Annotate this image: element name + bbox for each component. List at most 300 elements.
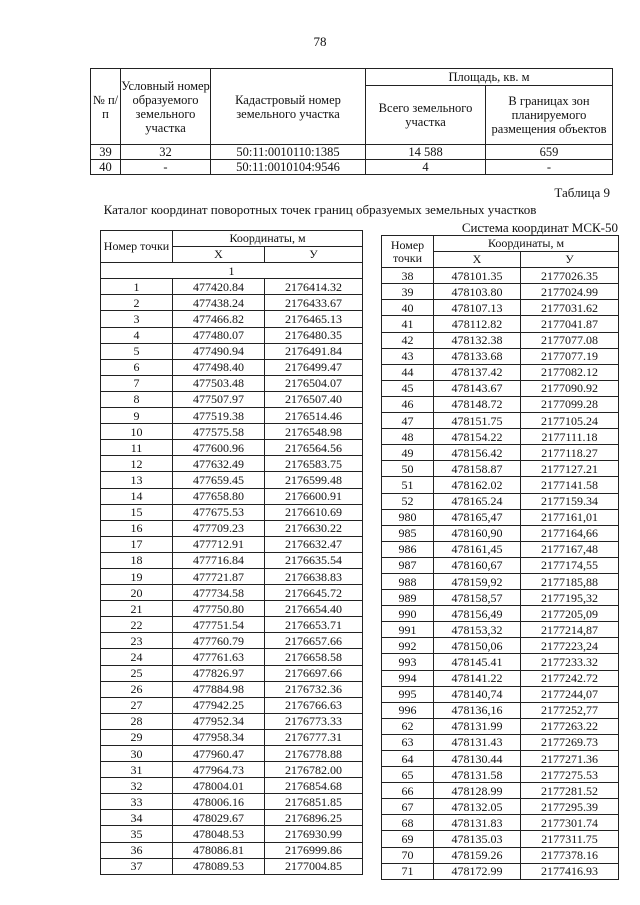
cell-x: 477498.40: [173, 359, 265, 375]
cell-y: 2177031.62: [521, 300, 619, 316]
table-row: [382, 702, 619, 718]
cell-x: 478137.42: [434, 364, 521, 380]
cell-point-number: 26: [101, 681, 173, 697]
cell-total: 14 588: [366, 145, 486, 160]
cell-point-number: 24: [101, 649, 173, 665]
cell-y: 2176635.54: [265, 552, 363, 568]
cell-point-number: 34: [101, 810, 173, 826]
table-row: [382, 734, 619, 750]
cell-x: 477632.49: [173, 456, 265, 472]
cell-y: 2177205,09: [521, 606, 619, 622]
cell-num: 39: [91, 145, 121, 160]
table-row: [101, 697, 363, 713]
table-row: [101, 810, 363, 826]
cell-point-number: 21: [101, 601, 173, 617]
cell-x: 477734.58: [173, 585, 265, 601]
table-row: [382, 718, 619, 734]
cell-x: 477438.24: [173, 295, 265, 311]
cell-point-number: 1: [101, 279, 173, 295]
cell-point-number: 47: [382, 413, 434, 429]
cell-point-number: 30: [101, 746, 173, 762]
cell-x: 478141.22: [434, 670, 521, 686]
cell-x: 477519.38: [173, 408, 265, 424]
cell-point-number: 40: [382, 300, 434, 316]
cell-y: 2176653.71: [265, 617, 363, 633]
cell-cadastral: 50:11:0010104:9546: [211, 160, 366, 175]
table-row: [382, 525, 619, 541]
cell-point-number: 993: [382, 654, 434, 670]
table-row: [101, 295, 363, 311]
cell-x: 478131.83: [434, 815, 521, 831]
catalog-title: Каталог координат поворотных точек границ образуемых земельных участков: [103, 202, 537, 217]
cell-y: 2176514.46: [265, 408, 363, 424]
header-area-group: Площадь, кв. м: [366, 69, 613, 86]
cell-point-number: 15: [101, 504, 173, 520]
cell-y: 2177185,88: [521, 573, 619, 589]
cell-x: 478162.02: [434, 477, 521, 493]
cell-point-number: 70: [382, 847, 434, 863]
table-row: [382, 847, 619, 863]
cell-point-number: 50: [382, 461, 434, 477]
table-row: [101, 617, 363, 633]
cell-x: 478131.58: [434, 767, 521, 783]
cell-x: 478148.72: [434, 396, 521, 412]
cell-point-number: 66: [382, 783, 434, 799]
table-row: [382, 316, 619, 332]
cell-y: 2177269.73: [521, 734, 619, 750]
table-row: [382, 670, 619, 686]
cell-point-number: 29: [101, 729, 173, 745]
cell-y: 2176782.00: [265, 762, 363, 778]
cell-x: 478006.16: [173, 794, 265, 810]
table-row: [101, 746, 363, 762]
cell-point-number: 67: [382, 799, 434, 815]
cell-num: 40: [91, 160, 121, 175]
cell-point-number: 989: [382, 590, 434, 606]
cell-y: 2176657.66: [265, 633, 363, 649]
cell-point-number: 3: [101, 311, 173, 327]
cell-x: 478153,32: [434, 622, 521, 638]
cell-point-number: 12: [101, 456, 173, 472]
cell-point-number: 985: [382, 525, 434, 541]
cell-x: 477480.07: [173, 327, 265, 343]
cell-y: 2176599.48: [265, 472, 363, 488]
table-row: [382, 815, 619, 831]
cell-point-number: 22: [101, 617, 173, 633]
cell-within: -: [486, 160, 613, 175]
cell-point-number: 990: [382, 606, 434, 622]
header-y: У: [521, 252, 619, 268]
cell-y: 2176630.22: [265, 520, 363, 536]
table-row: [101, 311, 363, 327]
cell-x: 477503.48: [173, 375, 265, 391]
cell-y: 2177416.93: [521, 863, 619, 879]
cell-y: 2176564.56: [265, 440, 363, 456]
cell-point-number: 44: [382, 364, 434, 380]
table-row: [382, 573, 619, 589]
cell-point-number: 62: [382, 718, 434, 734]
header-point-number: Номер точки: [101, 231, 173, 263]
cell-y: 2177223,24: [521, 638, 619, 654]
cell-point-number: 27: [101, 697, 173, 713]
table-row: [101, 327, 363, 343]
cell-y: 2177077.08: [521, 332, 619, 348]
cell-point-number: 5: [101, 343, 173, 359]
cell-point-number: 38: [382, 268, 434, 284]
cell-x: 478143.67: [434, 380, 521, 396]
cell-x: 478165,47: [434, 509, 521, 525]
table-row: [101, 665, 363, 681]
table-row: [101, 375, 363, 391]
cell-y: 2177167,48: [521, 541, 619, 557]
table-caption: Таблица 9: [554, 185, 610, 200]
cell-x: 478131.43: [434, 734, 521, 750]
cell-point-number: 13: [101, 472, 173, 488]
cell-x: 478160,67: [434, 557, 521, 573]
cell-point-number: 52: [382, 493, 434, 509]
cell-point-number: 992: [382, 638, 434, 654]
table-row: [382, 622, 619, 638]
table-row: [382, 557, 619, 573]
cell-point-number: 64: [382, 751, 434, 767]
page-number: 78: [313, 34, 327, 49]
cell-x: 477659.45: [173, 472, 265, 488]
cell-y: 2177127.21: [521, 461, 619, 477]
cell-x: 477750.80: [173, 601, 265, 617]
cell-point-number: 987: [382, 557, 434, 573]
header-total-area: Всего земельного участка: [366, 86, 486, 145]
table-row: [101, 504, 363, 520]
cell-x: 478156.42: [434, 445, 521, 461]
table-row: [382, 348, 619, 364]
table-row: [382, 380, 619, 396]
cell-x: 478135.03: [434, 831, 521, 847]
table-row: [101, 359, 363, 375]
cell-y: 2176465.13: [265, 311, 363, 327]
table-row: [382, 284, 619, 300]
coordinate-table-right: [381, 235, 619, 880]
cell-y: 2176548.98: [265, 424, 363, 440]
table-row: [101, 536, 363, 552]
cell-y: 2176638.83: [265, 568, 363, 584]
cell-x: 477490.94: [173, 343, 265, 359]
table-row: [101, 279, 363, 295]
table-row: [382, 783, 619, 799]
cell-y: 2177295.39: [521, 799, 619, 815]
header-y: У: [265, 247, 363, 263]
header-x: X: [173, 247, 265, 263]
cell-y: 2177141.58: [521, 477, 619, 493]
table-row: [382, 638, 619, 654]
cell-y: 2177281.52: [521, 783, 619, 799]
cell-x: 478136,16: [434, 702, 521, 718]
cell-point-number: 31: [101, 762, 173, 778]
header-coordinates: Координаты, м: [173, 231, 363, 247]
cell-y: 2177026.35: [521, 268, 619, 284]
coordinate-table-left: [100, 230, 363, 875]
table-row: [382, 413, 619, 429]
cell-y: 2176732.36: [265, 681, 363, 697]
cell-x: 478158.87: [434, 461, 521, 477]
cell-point-number: 18: [101, 552, 173, 568]
table-row: [91, 145, 613, 160]
cell-y: 2176658.58: [265, 649, 363, 665]
table-row: [101, 568, 363, 584]
cell-point-number: 17: [101, 536, 173, 552]
cell-x: 477760.79: [173, 633, 265, 649]
table-row: [101, 778, 363, 794]
table-row: [101, 520, 363, 536]
cell-x: 478140,74: [434, 686, 521, 702]
cell-x: 478154.22: [434, 429, 521, 445]
cell-point-number: 35: [101, 826, 173, 842]
cell-x: 478159,92: [434, 573, 521, 589]
table-row: [101, 424, 363, 440]
table-row: [101, 633, 363, 649]
table-row: [101, 391, 363, 407]
cell-point-number: 6: [101, 359, 173, 375]
cell-x: 477761.63: [173, 649, 265, 665]
cell-point-number: 9: [101, 408, 173, 424]
cell-conditional: 32: [121, 145, 211, 160]
cell-point-number: 33: [101, 794, 173, 810]
cell-x: 477675.53: [173, 504, 265, 520]
cell-point-number: 45: [382, 380, 434, 396]
table-row: [382, 429, 619, 445]
section-label: 1: [101, 263, 363, 279]
cell-y: 2176854.68: [265, 778, 363, 794]
cell-y: 2176999.86: [265, 842, 363, 858]
cell-x: 477709.23: [173, 520, 265, 536]
cell-y: 2177233.32: [521, 654, 619, 670]
cell-x: 477826.97: [173, 665, 265, 681]
cell-y: 2177090.92: [521, 380, 619, 396]
table-row: [382, 300, 619, 316]
cell-y: 2177301.74: [521, 815, 619, 831]
cell-x: 477658.80: [173, 488, 265, 504]
cell-y: 2177004.85: [265, 858, 363, 874]
table-row: [382, 396, 619, 412]
cell-y: 2176654.40: [265, 601, 363, 617]
cell-point-number: 11: [101, 440, 173, 456]
cell-y: 2176583.75: [265, 456, 363, 472]
header-point-number: Номер точки: [382, 236, 434, 268]
cell-y: 2177378.16: [521, 847, 619, 863]
cell-point-number: 32: [101, 778, 173, 794]
cell-x: 477952.34: [173, 713, 265, 729]
cell-point-number: 2: [101, 295, 173, 311]
cell-x: 478004.01: [173, 778, 265, 794]
cell-x: 477507.97: [173, 391, 265, 407]
table-row: [101, 456, 363, 472]
cell-y: 2177311.75: [521, 831, 619, 847]
header-area-within-zones: В границах зон планируемого размещения объектов: [486, 86, 613, 145]
cell-point-number: 19: [101, 568, 173, 584]
cell-y: 2177164,66: [521, 525, 619, 541]
cell-x: 478130.44: [434, 751, 521, 767]
cell-point-number: 68: [382, 815, 434, 831]
header-conditional-number: Условный номер образуемого земельного участка: [121, 69, 211, 145]
cell-y: 2176930.99: [265, 826, 363, 842]
cell-y: 2177105.24: [521, 413, 619, 429]
cell-y: 2177161,01: [521, 509, 619, 525]
cell-y: 2177041.87: [521, 316, 619, 332]
cell-point-number: 49: [382, 445, 434, 461]
table-row: [382, 268, 619, 284]
cell-y: 2177174,55: [521, 557, 619, 573]
cell-point-number: 63: [382, 734, 434, 750]
table-row: [382, 863, 619, 879]
cell-y: 2176499.47: [265, 359, 363, 375]
cell-point-number: 46: [382, 396, 434, 412]
cell-x: 478112.82: [434, 316, 521, 332]
cell-point-number: 10: [101, 424, 173, 440]
table-row: [101, 762, 363, 778]
header-coordinates: Координаты, м: [434, 236, 619, 252]
cell-x: 477600.96: [173, 440, 265, 456]
cell-x: 478128.99: [434, 783, 521, 799]
cell-point-number: 41: [382, 316, 434, 332]
cell-x: 477958.34: [173, 729, 265, 745]
cell-point-number: 994: [382, 670, 434, 686]
table-row: [101, 552, 363, 568]
table-row: [382, 831, 619, 847]
cell-y: 2176766.63: [265, 697, 363, 713]
cell-point-number: 28: [101, 713, 173, 729]
cell-x: 478158,57: [434, 590, 521, 606]
cell-point-number: 7: [101, 375, 173, 391]
cell-x: 477960.47: [173, 746, 265, 762]
cell-x: 478133.68: [434, 348, 521, 364]
cell-y: 2177099.28: [521, 396, 619, 412]
cell-x: 478172.99: [434, 863, 521, 879]
cell-cadastral: 50:11:0010110:1385: [211, 145, 366, 160]
cell-point-number: 43: [382, 348, 434, 364]
cell-y: 2176600.91: [265, 488, 363, 504]
table-row: [382, 799, 619, 815]
cell-x: 477721.87: [173, 568, 265, 584]
header-x: X: [434, 252, 521, 268]
cell-y: 2177118.27: [521, 445, 619, 461]
cell-x: 478156,49: [434, 606, 521, 622]
cell-x: 478048.53: [173, 826, 265, 842]
table-row: [382, 509, 619, 525]
cell-point-number: 48: [382, 429, 434, 445]
table-row: [101, 343, 363, 359]
cell-point-number: 996: [382, 702, 434, 718]
cell-y: 2177159.34: [521, 493, 619, 509]
table-row: [101, 858, 363, 874]
header-num: № п/п: [91, 69, 121, 145]
cell-point-number: 23: [101, 633, 173, 649]
table-row: [382, 477, 619, 493]
cell-y: 2176896.25: [265, 810, 363, 826]
cell-point-number: 25: [101, 665, 173, 681]
table-row: [101, 408, 363, 424]
cell-y: 2177111.18: [521, 429, 619, 445]
table-row: [382, 445, 619, 461]
table-row: [382, 767, 619, 783]
table-row: [382, 654, 619, 670]
cell-y: 2176414.32: [265, 279, 363, 295]
table-row: [101, 440, 363, 456]
cell-point-number: 37: [101, 858, 173, 874]
cell-x: 478150,06: [434, 638, 521, 654]
table-row: [382, 751, 619, 767]
cell-x: 478086.81: [173, 842, 265, 858]
cell-x: 478132.38: [434, 332, 521, 348]
cell-y: 2176778.88: [265, 746, 363, 762]
table-row: [101, 472, 363, 488]
cell-y: 2177271.36: [521, 751, 619, 767]
cell-within: 659: [486, 145, 613, 160]
table-row: [101, 729, 363, 745]
cell-y: 2176507.40: [265, 391, 363, 407]
cell-x: 478161,45: [434, 541, 521, 557]
cell-x: 478131.99: [434, 718, 521, 734]
table-row: [101, 601, 363, 617]
cell-point-number: 20: [101, 585, 173, 601]
cell-conditional: -: [121, 160, 211, 175]
cell-y: 2177242.72: [521, 670, 619, 686]
header-cadastral-number: Кадастровый номер земельного участка: [211, 69, 366, 145]
cell-point-number: 4: [101, 327, 173, 343]
cell-y: 2176851.85: [265, 794, 363, 810]
cell-x: 477884.98: [173, 681, 265, 697]
table-row: [382, 332, 619, 348]
cell-y: 2177263.22: [521, 718, 619, 734]
cell-y: 2177024.99: [521, 284, 619, 300]
table-row: [101, 794, 363, 810]
cell-x: 477942.25: [173, 697, 265, 713]
cell-x: 478145.41: [434, 654, 521, 670]
table-row: [101, 585, 363, 601]
cell-x: 478107.13: [434, 300, 521, 316]
cell-y: 2177275.53: [521, 767, 619, 783]
cell-y: 2177214,87: [521, 622, 619, 638]
cell-y: 2176480.35: [265, 327, 363, 343]
cell-x: 478089.53: [173, 858, 265, 874]
cell-point-number: 14: [101, 488, 173, 504]
cell-x: 478159.26: [434, 847, 521, 863]
cell-x: 477716.84: [173, 552, 265, 568]
cell-y: 2177195,32: [521, 590, 619, 606]
table-row: [101, 681, 363, 697]
table-row: [382, 606, 619, 622]
cell-point-number: 39: [382, 284, 434, 300]
cell-y: 2176610.69: [265, 504, 363, 520]
cell-x: 477466.82: [173, 311, 265, 327]
cell-y: 2176491.84: [265, 343, 363, 359]
cell-point-number: 16: [101, 520, 173, 536]
cell-point-number: 69: [382, 831, 434, 847]
cell-x: 477420.84: [173, 279, 265, 295]
cell-point-number: 8: [101, 391, 173, 407]
cell-y: 2177077.19: [521, 348, 619, 364]
table-row: [101, 488, 363, 504]
cell-point-number: 980: [382, 509, 434, 525]
cell-point-number: 986: [382, 541, 434, 557]
cell-y: 2177252,77: [521, 702, 619, 718]
table-row: [382, 461, 619, 477]
table-row: [101, 842, 363, 858]
cell-y: 2176632.47: [265, 536, 363, 552]
table-row: [382, 590, 619, 606]
cell-point-number: 995: [382, 686, 434, 702]
cell-y: 2176504.07: [265, 375, 363, 391]
table-row: [382, 364, 619, 380]
table-row: [382, 686, 619, 702]
